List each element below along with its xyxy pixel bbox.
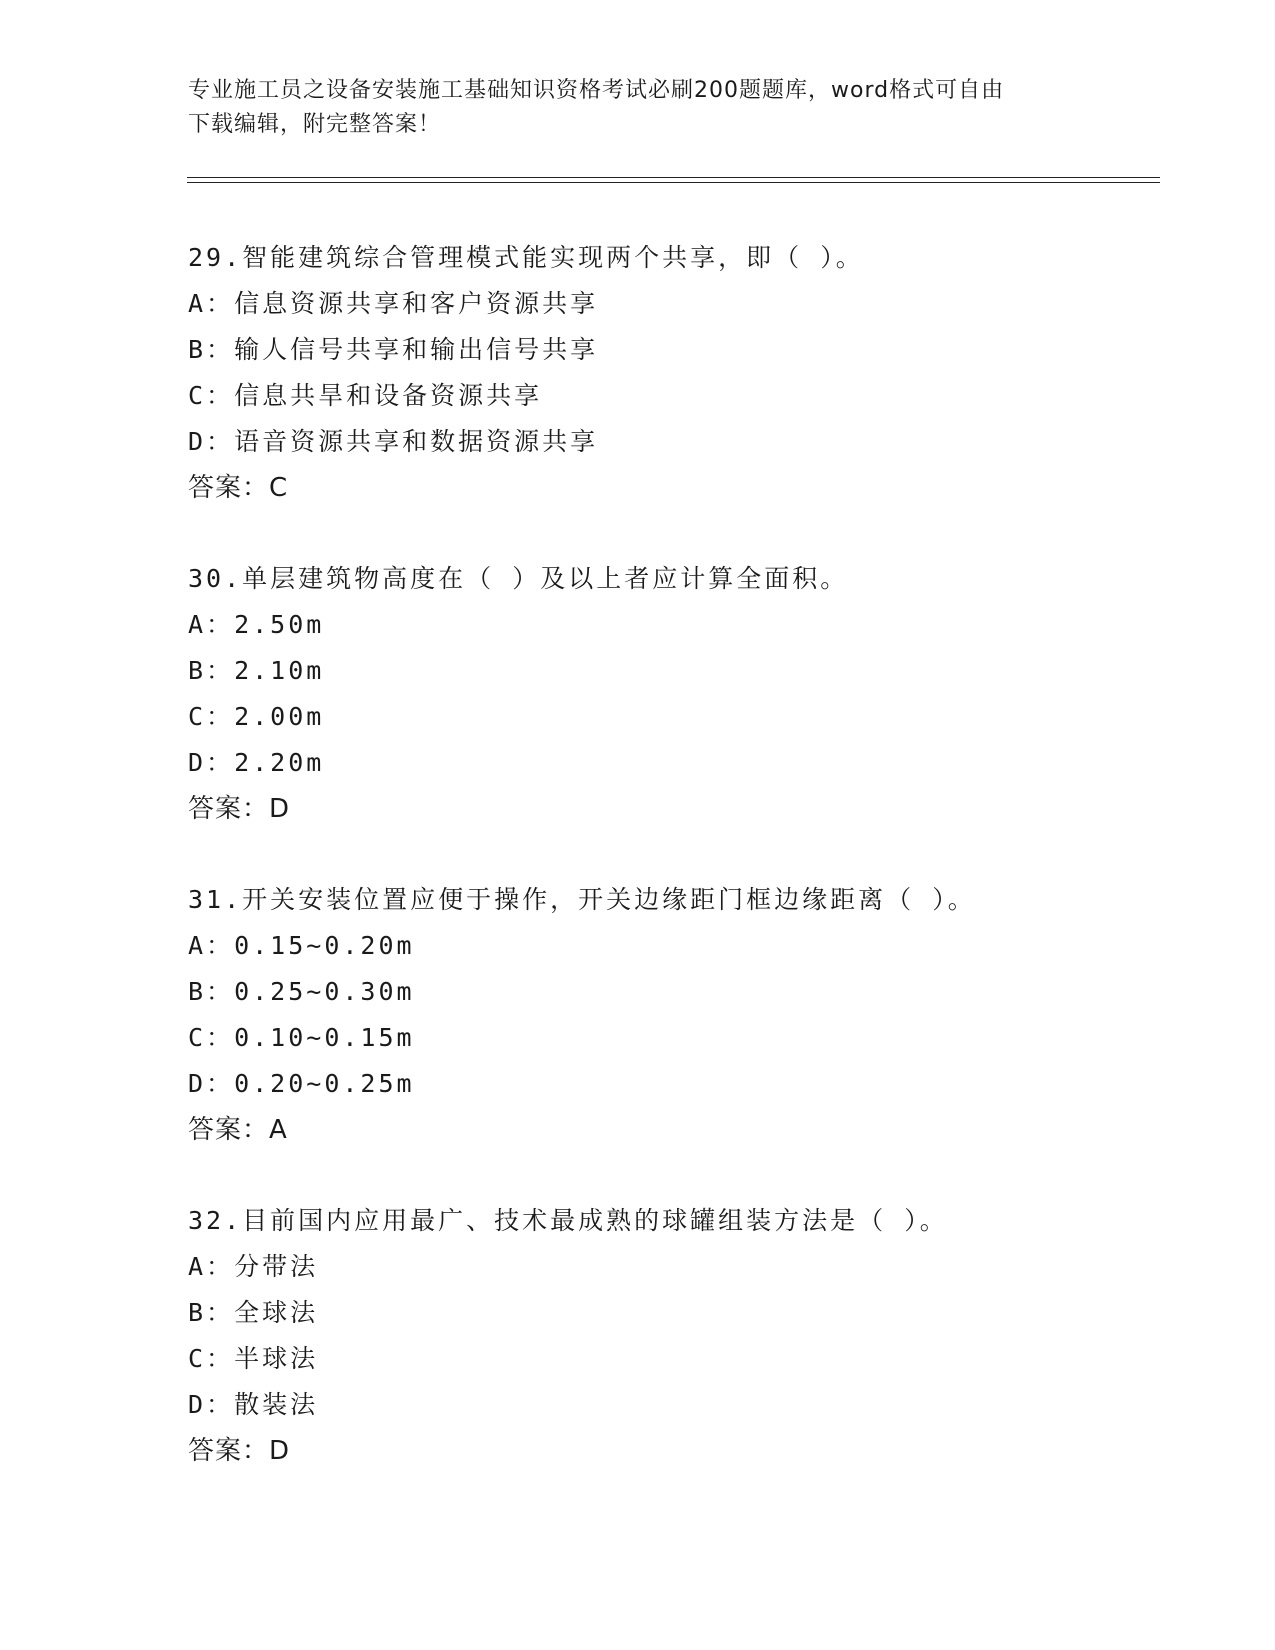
option-d — [188, 1382, 1188, 1428]
option-label: B： — [188, 335, 235, 364]
answer-value: D — [269, 794, 291, 824]
option-label: D： — [188, 748, 235, 777]
question-31 — [188, 877, 1188, 1153]
answer-line — [188, 786, 1188, 832]
option-label: A： — [188, 610, 235, 639]
question-list — [188, 235, 1188, 1519]
option-text: 0.15~0.20m — [234, 931, 415, 960]
option-label: A： — [188, 931, 235, 960]
answer-label: 答案： — [188, 1115, 270, 1145]
answer-label: 答案： — [188, 794, 270, 824]
option-text: 0.20~0.25m — [234, 1069, 415, 1098]
option-text: 散装法 — [234, 1390, 319, 1419]
question-32 — [188, 1198, 1188, 1474]
document-header — [188, 74, 1088, 142]
header-line-1: 专业施工员之设备安装施工基础知识资格考试必刷200题题库，word格式可自由 — [188, 78, 1005, 103]
question-stem: 31.开关安装位置应便于操作，开关边缘距门框边缘距离（ ）。 — [188, 885, 976, 914]
option-label: B： — [188, 656, 235, 685]
option-b — [188, 969, 1188, 1015]
option-d — [188, 740, 1188, 786]
answer-value: C — [269, 473, 289, 503]
header-divider-top — [187, 177, 1160, 178]
option-d — [188, 419, 1188, 465]
option-c — [188, 694, 1188, 740]
option-label: C： — [188, 702, 235, 731]
option-text: 0.25~0.30m — [234, 977, 415, 1006]
option-label: B： — [188, 977, 235, 1006]
answer-label: 答案： — [188, 1436, 270, 1466]
option-text: 输人信号共享和输出信号共享 — [234, 335, 599, 364]
question-stem: 29.智能建筑综合管理模式能实现两个共享，即（ ）。 — [188, 243, 864, 272]
option-text: 半球法 — [234, 1344, 319, 1373]
answer-label: 答案： — [188, 473, 270, 503]
option-label: B： — [188, 1298, 235, 1327]
answer-line — [188, 465, 1188, 511]
option-text: 信息资源共享和客户资源共享 — [234, 289, 599, 318]
option-label: C： — [188, 381, 235, 410]
option-text: 全球法 — [234, 1298, 319, 1327]
answer-value: A — [269, 1115, 288, 1145]
header-line-2: 下载编辑，附完整答案！ — [188, 112, 442, 137]
option-b — [188, 648, 1188, 694]
option-text: 信息共旱和设备资源共享 — [234, 381, 543, 410]
option-label: C： — [188, 1344, 235, 1373]
option-text: 2.50m — [234, 610, 325, 639]
option-c — [188, 1015, 1188, 1061]
option-b — [188, 327, 1188, 373]
option-text: 分带法 — [234, 1252, 319, 1281]
option-text: 2.10m — [234, 656, 325, 685]
question-29 — [188, 235, 1188, 511]
question-stem: 30.单层建筑物高度在（ ）及以上者应计算全面积。 — [188, 564, 849, 593]
option-label: D： — [188, 427, 235, 456]
option-label: D： — [188, 1390, 235, 1419]
question-stem: 32.目前国内应用最广、技术最成熟的球罐组装方法是（ ）。 — [188, 1206, 948, 1235]
option-d — [188, 1061, 1188, 1107]
option-text: 语音资源共享和数据资源共享 — [234, 427, 599, 456]
answer-value: D — [269, 1436, 291, 1466]
option-label: A： — [188, 289, 235, 318]
option-a — [188, 281, 1188, 327]
option-text: 2.00m — [234, 702, 325, 731]
option-a — [188, 602, 1188, 648]
option-label: C： — [188, 1023, 235, 1052]
answer-line — [188, 1107, 1188, 1153]
header-divider-bottom — [187, 182, 1160, 183]
option-c — [188, 373, 1188, 419]
option-c — [188, 1336, 1188, 1382]
option-text: 2.20m — [234, 748, 325, 777]
question-30 — [188, 556, 1188, 832]
option-label: A： — [188, 1252, 235, 1281]
option-b — [188, 1290, 1188, 1336]
option-label: D： — [188, 1069, 235, 1098]
answer-line — [188, 1428, 1188, 1474]
option-a — [188, 1244, 1188, 1290]
option-text: 0.10~0.15m — [234, 1023, 415, 1052]
option-a — [188, 923, 1188, 969]
